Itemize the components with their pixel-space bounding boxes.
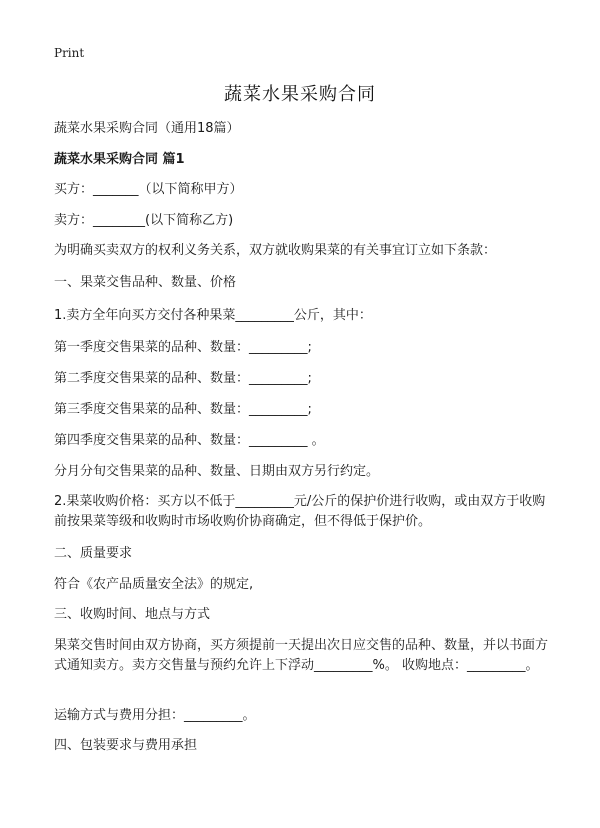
heading-quality: 二、质量要求 [54,546,133,561]
clause-delivery: 果菜交售时间由双方协商，买方须提前一天提出次日应交售的品种、数量，并以书面方式通知卖方。卖方交售量与预约允许上下浮动_________%。 收购地点：_________。 [54,638,549,673]
clause-q4: 第四季度交售果菜的品种、数量：_________ 。 [54,433,325,448]
clause-transport: 运输方式与费用分担：_________。 [54,708,256,723]
clause-q3: 第三季度交售果菜的品种、数量：_________; [54,402,312,417]
clause-monthly: 分月分旬交售果菜的品种、数量、日期由双方另行约定。 [54,464,380,479]
seller-line: 卖方：________(以下简称乙方) [54,213,234,228]
page-title: 蔬菜水果采购合同 [224,84,376,105]
clause-annual-quantity: 1.卖方全年向买方交付各种果菜_________公斤，其中： [54,308,372,323]
intro-paragraph: 为明确买卖双方的权利义务关系，双方就收购果菜的有关事宜订立如下条款： [54,243,497,258]
buyer-line: 买方：_______（以下简称甲方） [54,182,243,197]
clause-quality: 符合《农产品质量安全法》的规定, [54,577,254,592]
heading-packaging: 四、包装要求与费用承担 [54,738,198,753]
document-subtitle: 蔬菜水果采购合同（通用18篇） [54,121,240,136]
print-link[interactable]: Print [54,46,85,60]
clause-price: 2.果菜收购价格：买方以不低于_________元/公斤的保护价进行收购，或由双方于收购前按果菜等级和收购时市场收购价协商确定，但不得低于保护价。 [54,494,546,529]
clause-q1: 第一季度交售果菜的品种、数量：_________; [54,340,312,355]
section-heading: 蔬菜水果采购合同 篇1 [54,152,185,167]
clause-q2: 第二季度交售果菜的品种、数量：_________; [54,371,312,386]
heading-varieties: 一、果菜交售品种、数量、价格 [54,275,237,290]
heading-delivery: 三、收购时间、地点与方式 [54,607,211,622]
